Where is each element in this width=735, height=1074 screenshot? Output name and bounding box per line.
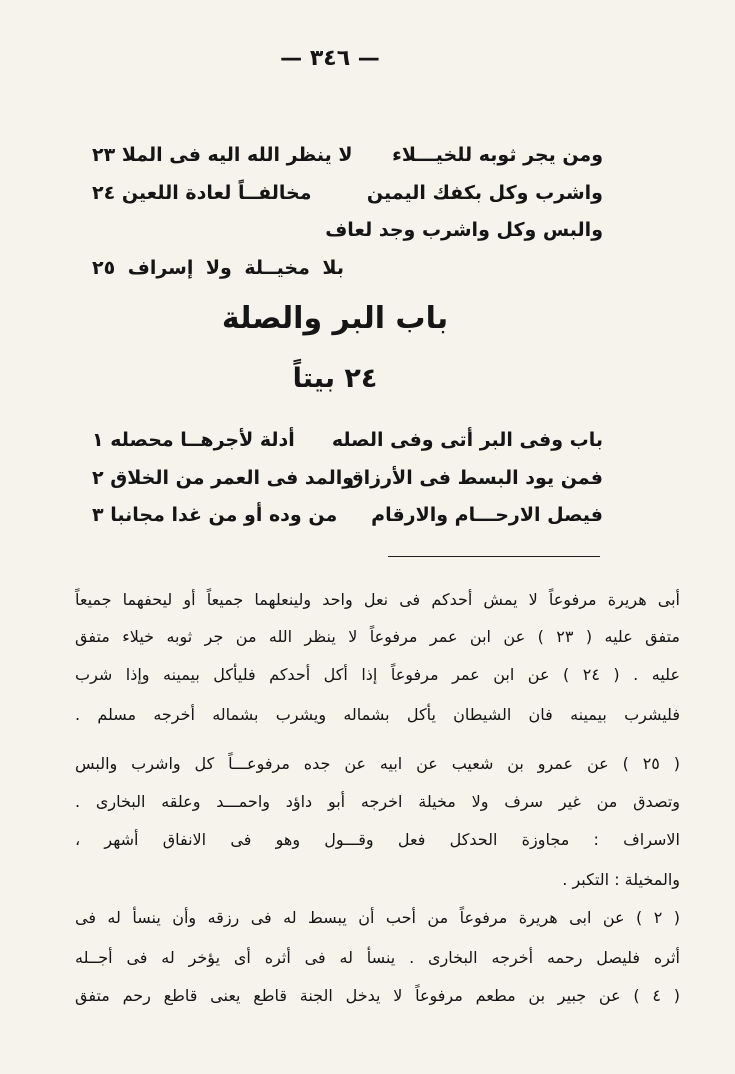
hemistich-second: والمد فى العمر من الخلاق ٢ (92, 467, 355, 489)
footnote-line: ( ٢ ) عن ابى هريرة مرفوعاً من أحب أن يبسط له فى رزقه وأن ينسأ له فى (75, 908, 681, 927)
hemistich-second: من وده أو من غدا مجانبا ٣ (92, 504, 338, 526)
footnote-line: متفق عليه ( ٢٣ ) عن ابن عمر مرفوعاً لا ينظر الله من جر ثوبه خيلاء متفق (75, 627, 681, 646)
verse-row (0, 462, 735, 494)
footnote-line: عليه . ( ٢٤ ) عن ابن عمر مرفوعاً إذا أكل أحدكم فليأكل بيمينه وإذا شرب (75, 665, 680, 684)
verse-count: ٢٤ بيتاً (292, 363, 378, 394)
footnote-line: وتصدق من غير سرف ولا مخيلة اخرجه أبو داؤد واحمـــد وعلقه البخارى . (75, 792, 680, 811)
hemistich-second: لا ينظر الله اليه فى الملا ٢٣ (92, 144, 353, 166)
footnote-line: الاسراف : مجاوزة الحدكل فعل وقـــول وهو فى الانفاق أشهر ، (75, 830, 680, 849)
verse-row (0, 214, 735, 246)
verse-row (0, 177, 735, 209)
footnote-line: والمخيلة : التكبر . (562, 870, 680, 889)
footnote-line: ( ٤ ) عن جبير بن مطعم مرفوعاً لا يدخل الجنة قاطع يعنى قاطع رحم متفق (75, 986, 680, 1005)
hemistich-second: مخالفــاً لعادة اللعين ٢٤ (92, 182, 312, 204)
footnote-line: ( ٢٥ ) عن عمرو بن شعيب عن ابيه عن جده مرفوعـــاً كل واشرب والبس (75, 754, 681, 773)
verse-row (0, 424, 735, 456)
hemistich-first: باب وفى البر أتى وفى الصله (331, 429, 603, 451)
hemistich-second: بلا مخيــلة ولا إسراف ٢٥ (92, 257, 344, 279)
hemistich-first: فمن يود البسط فى الأرزاق (346, 467, 603, 489)
hemistich-first: واشرب وكل بكفك اليمين (366, 182, 603, 204)
footnote-separator (388, 556, 600, 557)
page-number: — ٣٤٦ — (280, 46, 380, 71)
footnote-line: فليشرب بيمينه فان الشيطان يأكل بشماله ويشرب بشماله أخرجه مسلم . (75, 705, 680, 724)
hemistich-first: فيصل الارحـــام والارقام (371, 504, 603, 526)
section-heading: باب البر والصلة (221, 301, 449, 336)
hemistich-first: ومن يجر ثوبه للخيـــلاء (392, 144, 603, 166)
hemistich-second: أدلة لأجرهــا محصله ١ (92, 429, 295, 451)
verse-row (0, 139, 735, 171)
verse-row (0, 252, 735, 284)
hemistich-first: والبس وكل واشرب وجد لعاف (325, 219, 603, 241)
footnote-line: أثره فليصل رحمه أخرجه البخارى . ينسأ له فى أثره أى يؤخر له فى أجــله (75, 948, 680, 967)
verse-row (0, 499, 735, 531)
footnote-line: أبى هريرة مرفوعاً لا يمش أحدكم فى نعل واحد ولينعلهما جميعاً أو ليحفهما جميعاً (75, 590, 680, 609)
